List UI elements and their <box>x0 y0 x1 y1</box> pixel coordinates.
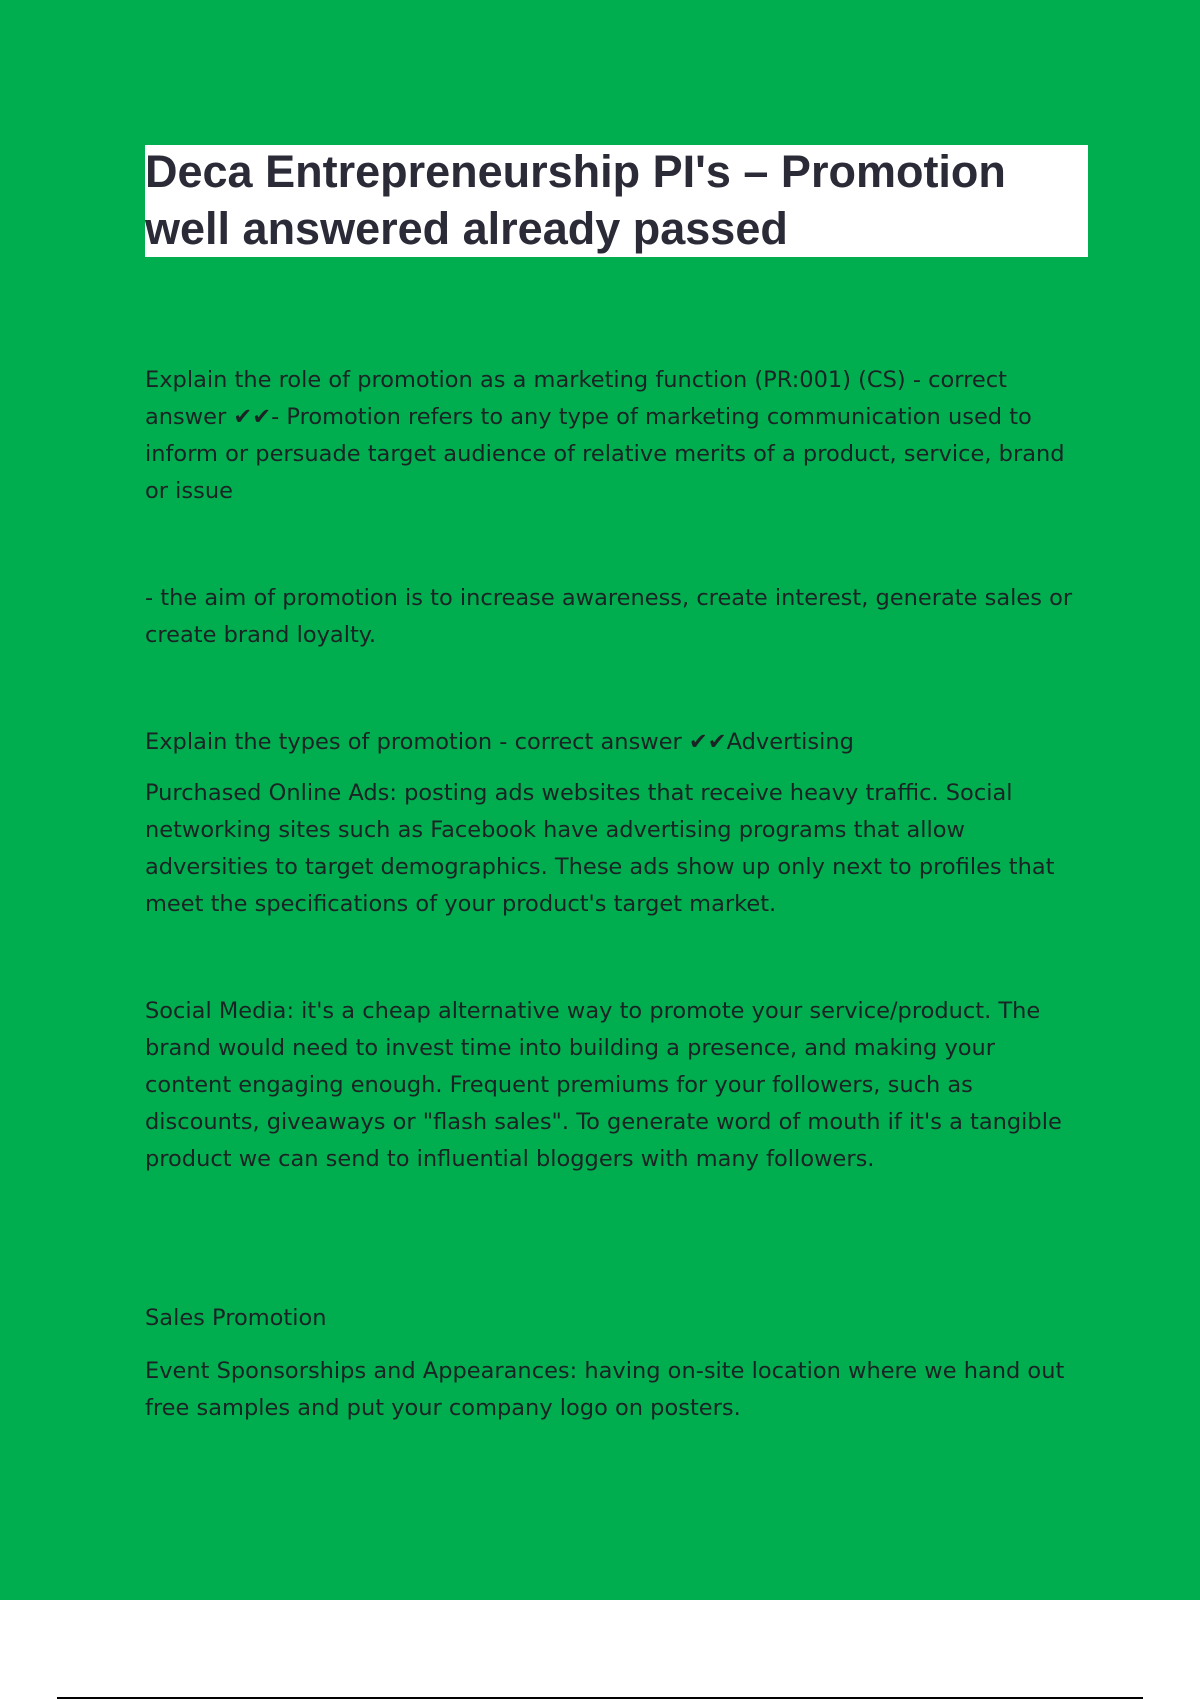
paragraph-aim-of-promotion: - the aim of promotion is to increase awareness, create interest, generate sales or create brand loyalty. <box>145 585 1073 648</box>
footer-divider <box>57 1697 1143 1699</box>
paragraph-types-of-promotion: Explain the types of promotion - correct answer ✔✔Advertising <box>145 729 854 755</box>
document-title: Deca Entrepreneurship PI's – Promotion well answered already passed <box>145 146 1006 254</box>
paragraph-role-of-promotion: Explain the role of promotion as a marketing function (PR:001) (CS) - correct answer ✔✔- Promotion refers to any type of marketing communication used to inform or persuade target audience of relative merits of a product, service, brand or issue <box>145 367 1065 504</box>
paragraph-purchased-online-ads: Purchased Online Ads: posting ads websites that receive heavy traffic. Social networking sites such as Facebook have advertising programs that allow adversities to target demographics. These ads show up only next to profiles that meet the specifications of your product's target market. <box>145 780 1055 917</box>
paragraph-sales-promotion: Sales Promotion <box>145 1305 327 1331</box>
document-body <box>145 362 1085 1427</box>
paragraph-social-media: Social Media: it's a cheap alternative way to promote your service/product. The brand would need to invest time into building a presence, and making your content engaging enough. Frequent premiums for your followers, such as discounts, giveaways or "flash sales". To generate word of mouth if it's a tangible product we can send to influential bloggers with many followers. <box>145 998 1062 1172</box>
paragraph-event-sponsorships: Event Sponsorships and Appearances: having on-site location where we hand out free samples and put your company logo on posters. <box>145 1358 1065 1421</box>
